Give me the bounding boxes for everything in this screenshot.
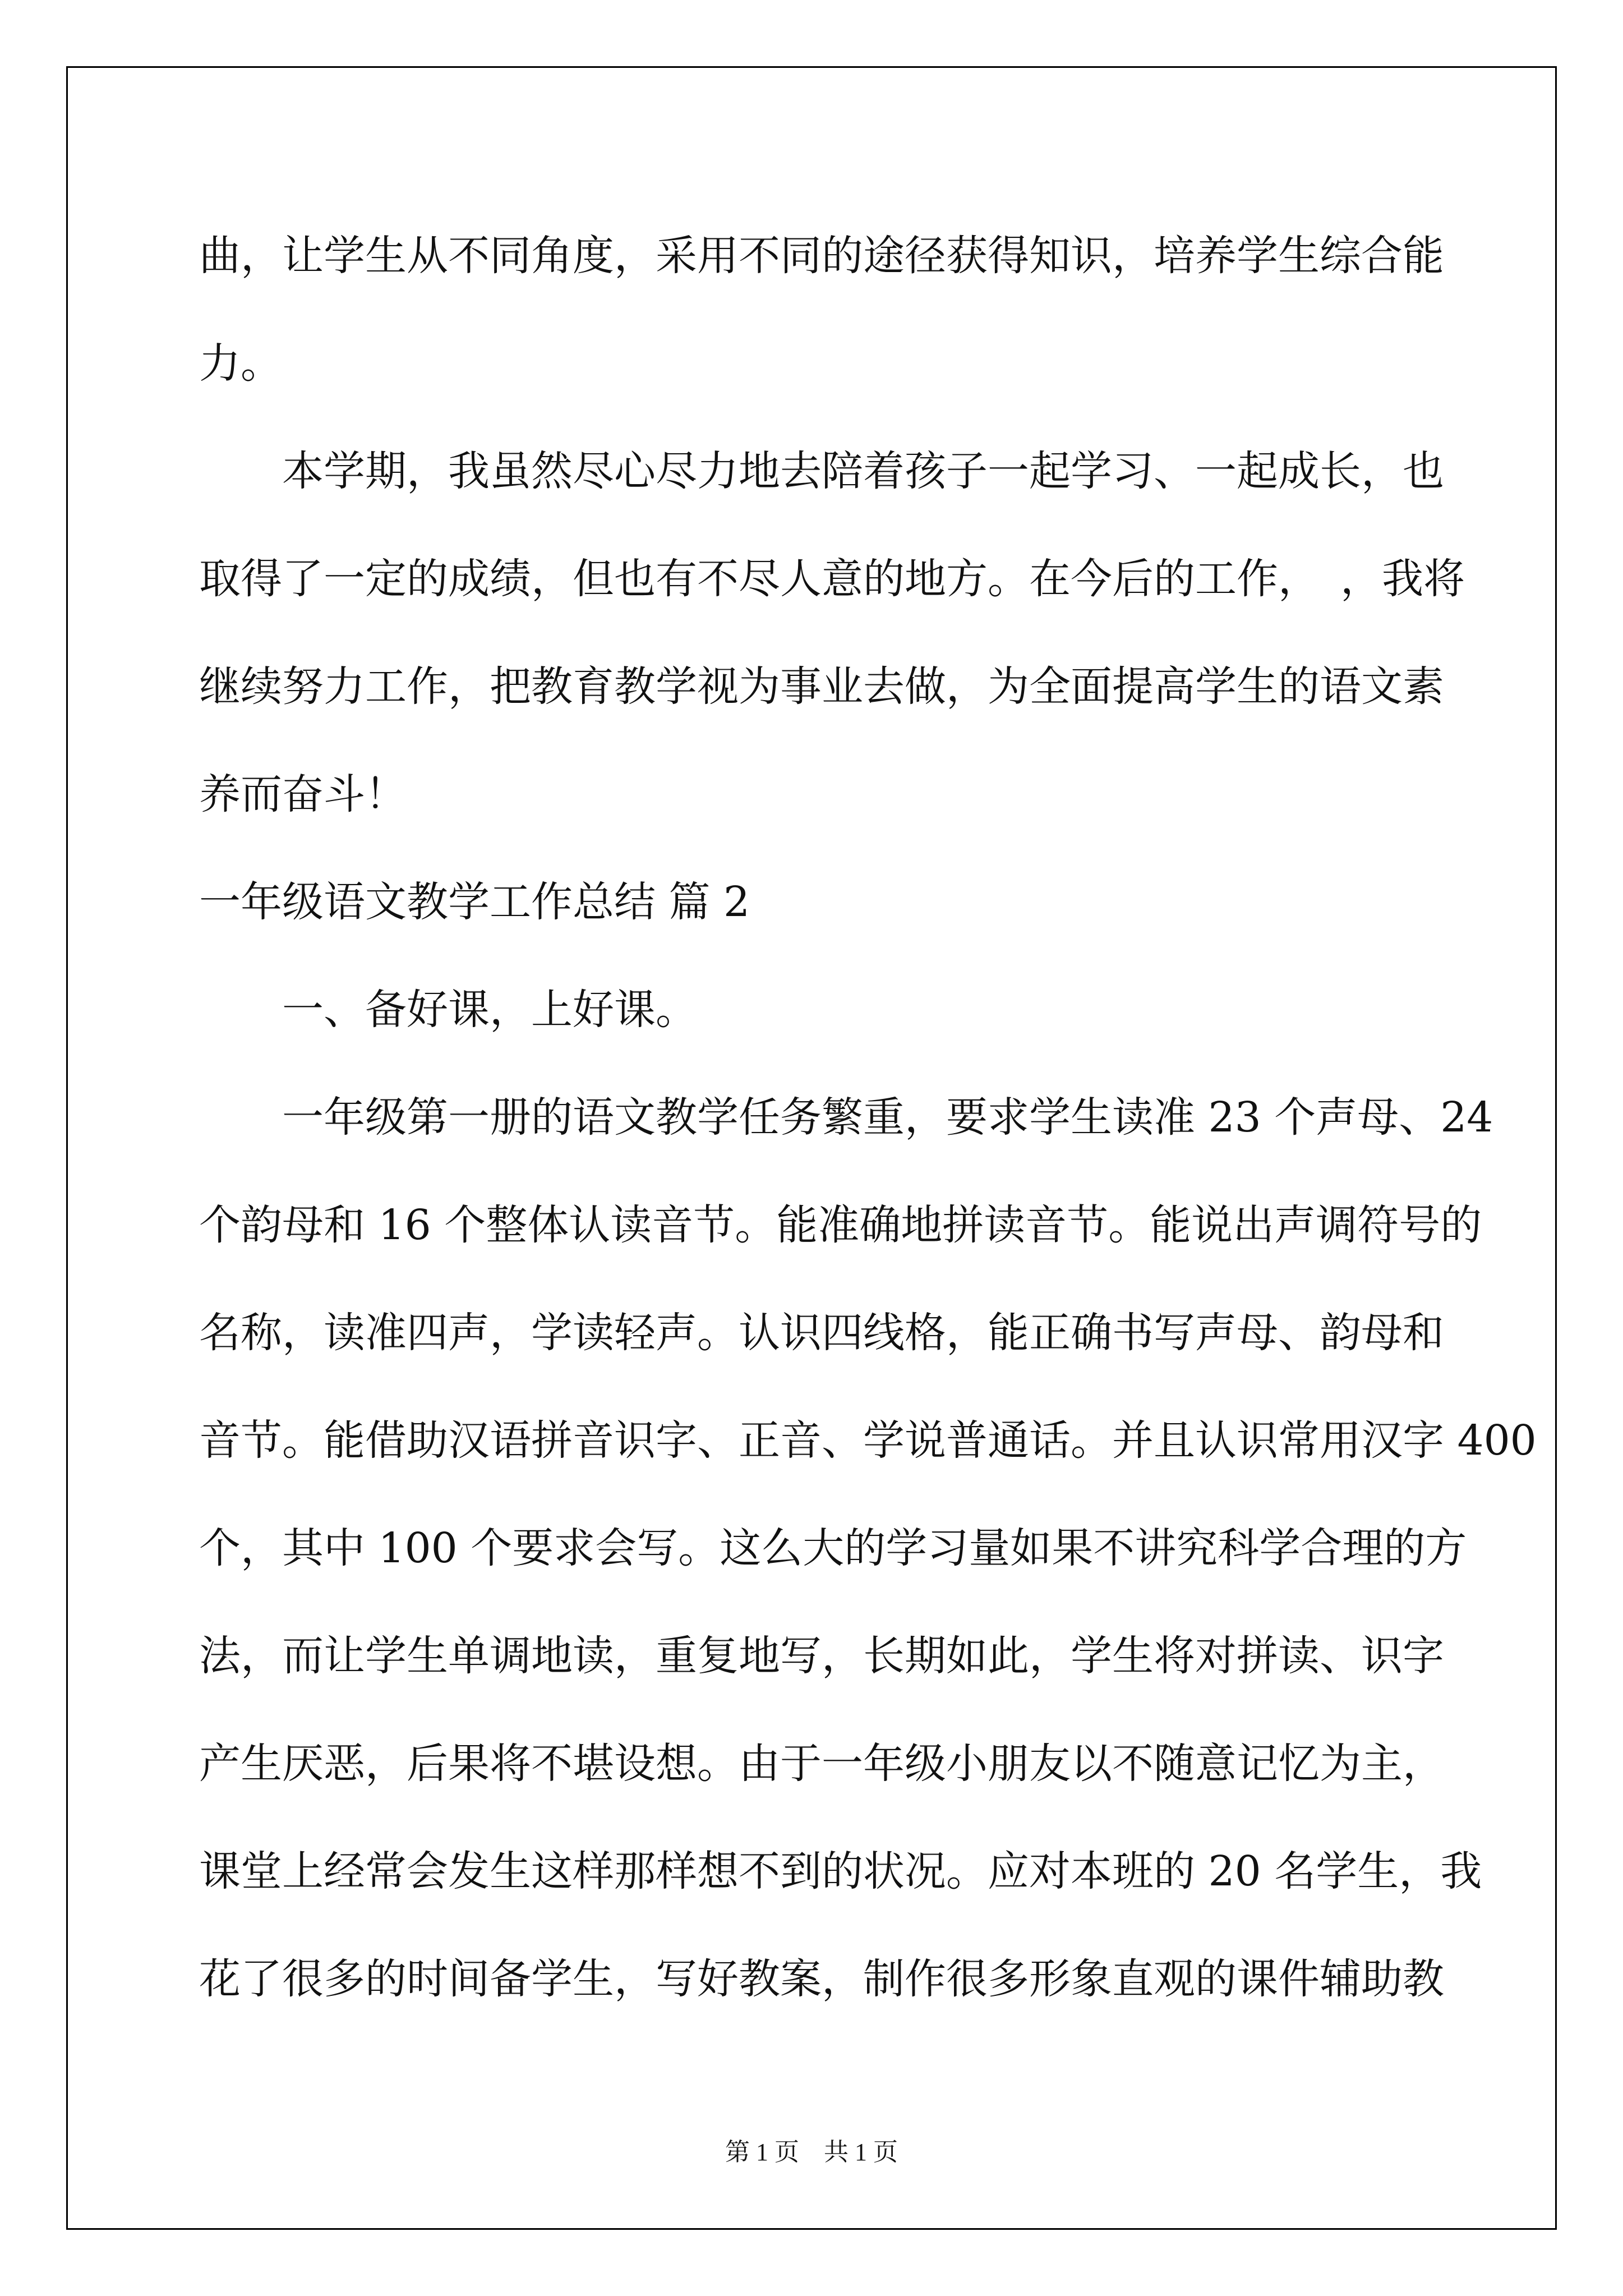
text-line: 养而奋斗！: [199, 770, 407, 818]
text-line: 法，而让学生单调地读，重复地写，长期如此，学生将对拼读、识字: [199, 1632, 1444, 1680]
subheading: 一、备好课，上好课。: [282, 986, 697, 1034]
text-line: 取得了一定的成绩，但也有不尽人意的地方。在今后的工作， ，我将: [199, 555, 1465, 603]
paragraph-start-line: 本学期，我虽然尽心尽力地去陪着孩子一起学习、一起成长，也: [282, 447, 1444, 495]
text-line: 花了很多的时间备学生，写好教案，制作很多形象直观的课件辅助教: [199, 1955, 1444, 2003]
document-body: [199, 202, 1537, 2033]
text-line: 继续努力工作，把教育教学视为事业去做，为全面提高学生的语文素: [199, 662, 1444, 711]
text-line: 个韵母和 16 个整体认读音节。能准确地拼读音节。能说出声调符号的: [199, 1201, 1482, 1249]
text-line: 课堂上经常会发生这样那样想不到的状况。应对本班的 20 名学生，我: [199, 1847, 1482, 1895]
text-line: 个，其中 100 个要求会写。这么大的学习量如果不讲究科学合理的方: [199, 1524, 1467, 1572]
section-heading: 一年级语文教学工作总结 篇 2: [199, 878, 750, 926]
text-line: 音节。能借助汉语拼音识字、正音、学说普通话。并且认识常用汉字 400: [199, 1416, 1537, 1465]
text-line: 曲，让学生从不同角度，采用不同的途径获得知识，培养学生综合能: [199, 232, 1444, 280]
text-line: 产生厌恶，后果将不堪设想。由于一年级小朋友以不随意记忆为主，: [199, 1740, 1444, 1788]
text-line: 名称，读准四声，学读轻声。认识四线格，能正确书写声母、韵母和: [199, 1309, 1444, 1357]
page-number-footer: 第 1 页 共 1 页: [725, 2138, 898, 2166]
paragraph-start-line: 一年级第一册的语文教学任务繁重，要求学生读准 23 个声母、24: [282, 1093, 1493, 1142]
text-line: 力。: [199, 339, 282, 388]
